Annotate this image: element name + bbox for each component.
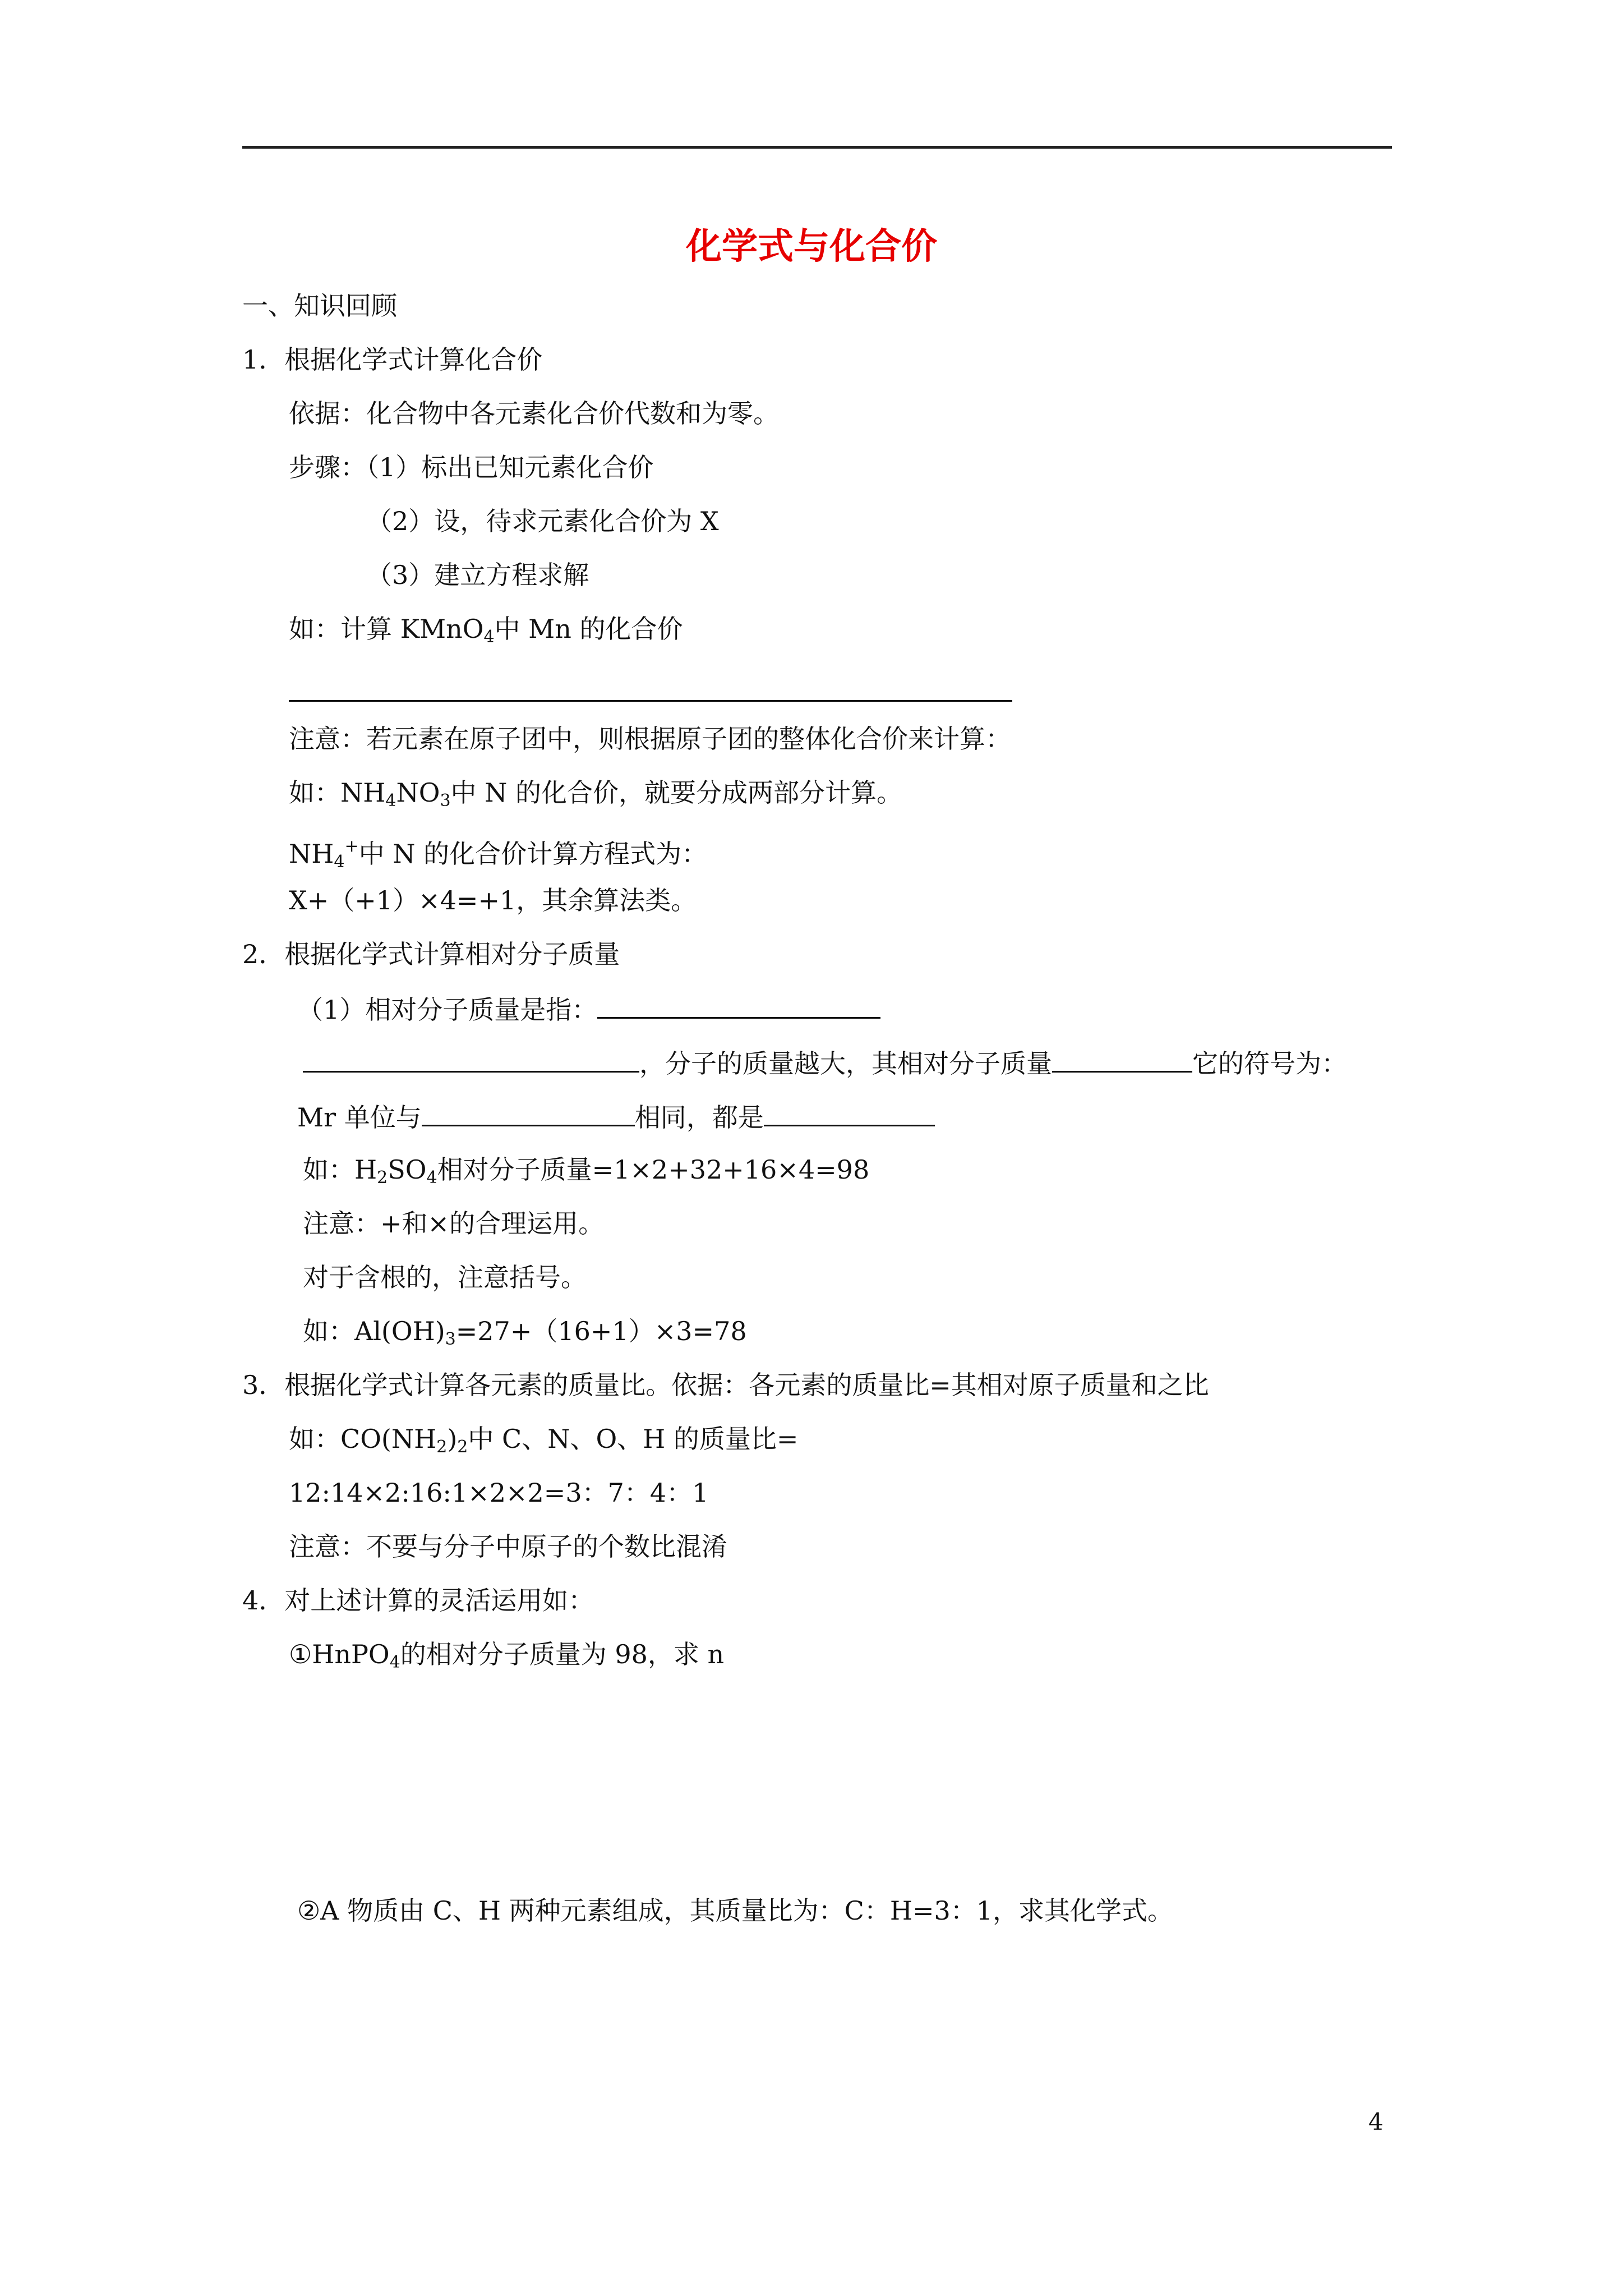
page-number: 4 [1368,2108,1384,2136]
s1-note-example-text: 中 N 的化合价，就要分成两部分计算。 [450,777,903,808]
s3-calculation: 12:14×2:16:1×2×2=3：7：4：1 [289,1478,709,1508]
s2-unit-text: Mr 单位与 [297,1102,422,1133]
s2-example1-text: 如：H [303,1154,377,1185]
subscript: 2 [377,1168,388,1188]
s4-question1-text: 的相对分子质量为 98，求 n [400,1639,725,1669]
subscript: 3 [440,791,451,811]
steps-label: 步骤： [289,452,366,482]
s2-unit [297,1099,935,1134]
subscript: 2 [436,1437,448,1457]
s1-nh4-text: 中 N 的化合价计算方程式为： [358,839,708,869]
s2-note2: 对于含根的，注意括号。 [303,1262,587,1292]
s1-example-text: 中 Mn 的化合价 [494,614,683,644]
s2-example1-text: SO [388,1154,427,1185]
fill-blank [422,1099,635,1126]
s1-example [289,612,683,654]
s2-example1-text: 相对分子质量=1×2+32+16×4=98 [437,1154,870,1185]
s1-note-example [289,776,902,818]
s2-example1 [303,1153,869,1195]
s1-note: 注意：若元素在原子团中，则根据原子团的整体化合价来计算： [289,724,1011,754]
s2-example2 [303,1314,747,1356]
s2-mid-text: 它的符号为： [1192,1048,1347,1079]
s2-example2-text: =27+（16+1）×3=78 [455,1316,747,1346]
s2-mid-text: ，分子的质量越大，其相对分子质量 [639,1048,1052,1079]
s1-equation: X+（+1）×4=+1，其余算法类。 [289,885,697,915]
s1-nh4-line [289,830,707,879]
s4-question2: ②A 物质由 C、H 两种元素组成，其质量比为：C：H=3：1，求其化学式。 [297,1895,1174,1926]
s1-heading: 1．根据化学式计算化合价 [242,344,543,375]
s4-question1-text: ①HnPO [289,1639,390,1669]
subscript: 4 [389,1653,400,1672]
s3-example [289,1422,798,1464]
s1-step1-line [289,450,653,484]
s2-definition [297,991,880,1027]
s1-nh4-text: NH [289,839,334,869]
step-1: （1）标出已知元素化合价 [366,452,654,482]
s2-definition-text: （1）相对分子质量是指： [297,995,598,1025]
s2-definition-cont [303,1045,1347,1080]
s2-note1: 注意：+和×的合理运用。 [303,1208,605,1239]
s1-note-example-text: 如：NH [289,777,386,808]
step-3: （3）建立方程求解 [366,560,589,590]
s2-example2-text: 如：Al(OH) [303,1316,445,1346]
s3-note: 注意：不要与分子中原子的个数比混淆 [289,1531,727,1562]
header-rule [242,146,1392,149]
s1-note-example-text: NO [396,777,440,808]
s2-heading: 2．根据化学式计算相对分子质量 [242,939,620,969]
subscript: 3 [445,1329,456,1349]
page-title: 化学式与化合价 [686,226,937,268]
section-heading: 一、知识回顾 [242,291,397,321]
s2-unit-text: 相同，都是 [634,1102,764,1133]
s4-question1 [289,1637,724,1680]
fill-blank [764,1099,935,1126]
subscript: 4 [334,852,345,872]
subscript: 4 [426,1168,437,1188]
superscript: + [344,836,359,856]
subscript: 2 [457,1437,468,1457]
subscript: 4 [385,791,396,811]
subscript: 4 [483,627,495,647]
fill-blank [1052,1045,1192,1073]
fill-blank [597,991,880,1019]
answer-line [289,700,1012,702]
s3-example-text: 中 C、N、O、H 的质量比= [468,1424,799,1454]
fill-blank [303,1045,639,1073]
s3-heading: 3．根据化学式计算各元素的质量比。依据：各元素的质量比=其相对原子质量和之比 [242,1370,1209,1400]
step-2: （2）设，待求元素化合价为 X [366,506,719,536]
s3-example-text: ) [447,1424,458,1454]
s4-heading: 4．对上述计算的灵活运用如： [242,1585,594,1616]
s1-basis: 依据：化合物中各元素化合价代数和为零。 [289,398,779,429]
s3-example-text: 如：CO(NH [289,1424,437,1454]
s1-example-text: 如：计算 KMnO [289,614,484,644]
